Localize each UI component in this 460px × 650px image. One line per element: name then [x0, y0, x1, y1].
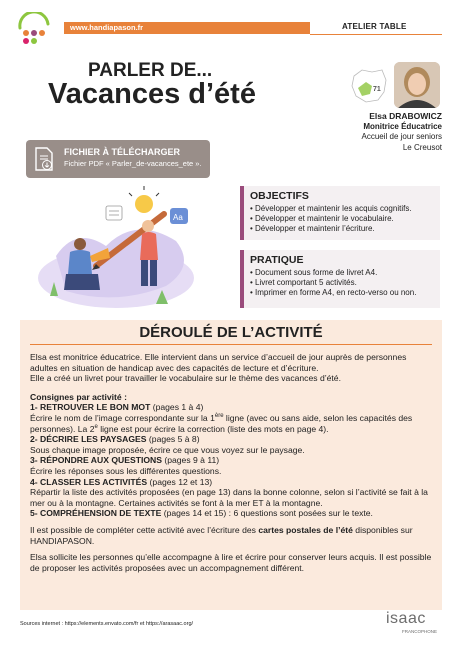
step-1-sup-a: ère	[214, 413, 224, 420]
deroule-title: DÉROULÉ DE L’ACTIVITÉ	[139, 324, 323, 341]
author-role: Monitrice Éducatrice	[363, 121, 442, 131]
author-city: Le Creusot	[402, 142, 442, 152]
step-4-text: Répartir la liste des activités proposées (en page 13) dans la bonne colonne, selon si l’activité se fait à la mer ou à la montagne. Certaines activités se font à la mer ET à la montagne.	[30, 487, 428, 508]
step-4-title: 4- CLASSER LES ACTIVITÉS	[30, 476, 148, 487]
isaac-logo: isaac	[386, 610, 426, 627]
step-1-heading	[30, 402, 432, 413]
step-2-title: 2- DÉCRIRE LES PAYSAGES	[30, 434, 147, 445]
outro-1-text-a: Il est possible de compléter cette activité avec l’écriture des	[30, 524, 259, 535]
download-label: FICHIER À TÉLÉCHARGER	[64, 147, 181, 157]
step-5-pages: (pages 14 et 15) : 6 questions sont posées sur le texte.	[163, 508, 373, 519]
download-file-icon	[32, 146, 56, 172]
consignes-heading: Consignes par activité :	[30, 391, 127, 402]
step-1-text	[30, 413, 432, 434]
pratique-title: PRATIQUE	[250, 254, 304, 266]
step-3-title: 3- RÉPONDRE AUX QUESTIONS	[30, 455, 162, 466]
svg-text:Aa: Aa	[173, 213, 183, 222]
step-3-heading	[30, 455, 432, 466]
sources-note: Sources internet : https://elements.envato.com/fr et https://arasaac.org/	[20, 621, 194, 627]
step-3-text: Écrire les réponses sous les différentes questions.	[30, 465, 222, 476]
step-1-text-c: ligne est pour écrire la correction (liste des mots en page 4).	[97, 423, 329, 434]
pratique-item: • Livret comportant 5 activités.	[250, 277, 357, 287]
step-1-pages: (pages 1 à 4)	[152, 402, 204, 413]
step-2-heading	[30, 434, 432, 445]
step-1-title: 1- RETROUVER LE BON MOT	[30, 402, 151, 413]
intro-paragraph-1: Elsa est monitrice éducatrice. Elle intervient dans un service d’accueil de jour auprès de personnes adultes en situation de handicap avec des capacités de lecture et d’écriture.	[30, 352, 407, 373]
postcards-link[interactable]: cartes postales de l’été	[258, 524, 353, 535]
outro-paragraph-1	[30, 525, 432, 546]
objectif-item: • Développer et maintenir l’écriture.	[250, 223, 375, 233]
outro-paragraph-2: Elsa sollicite les personnes qu’elle accompagne à lire et écrire pour conserver leurs acquis. Il est possible de proposer les activités proposées avec un accompagnement différent.	[30, 552, 432, 573]
website-bar	[64, 22, 310, 34]
download-button[interactable]	[26, 140, 210, 178]
download-filename: Fichier PDF « Parler_de-vacances_ete ».	[64, 159, 202, 168]
objectifs-title: OBJECTIFS	[250, 190, 309, 202]
step-1-sup-b: e	[94, 423, 98, 430]
step-4-heading	[30, 477, 432, 488]
step-1-text-a: Écrire le nom de l’image correspondante sur la 1	[30, 412, 215, 423]
title-line-2: Vacances d’été	[48, 78, 256, 110]
pratique-box	[240, 250, 440, 308]
step-5-title: 5- COMPRÉHENSION DE TEXTE	[30, 508, 162, 519]
step-1-text-b: ligne (avec ou sans aide, selon les capacités des personnes). La 2	[30, 412, 413, 434]
header-rule	[310, 34, 442, 35]
title-line-1: PARLER DE...	[88, 60, 213, 81]
handiapason-logo	[14, 12, 52, 46]
deroule-divider	[30, 344, 432, 345]
pratique-item: • Document sous forme de livret A4.	[250, 268, 378, 277]
region-map-logo	[348, 66, 390, 106]
deroule-section	[20, 320, 442, 610]
intro-paragraph-2: Elle a créé un livret pour travailler le vocabulaire sur le thème des vacances d’été.	[30, 373, 341, 384]
category-badge: ATELIER TABLE	[342, 22, 407, 31]
step-2-pages: (pages 5 à 8)	[148, 434, 200, 445]
step-5-heading	[30, 508, 432, 519]
author-place: Accueil de jour seniors	[361, 132, 442, 141]
isaac-logo-subtitle: FRANCOPHONE	[402, 629, 438, 634]
author-block	[362, 111, 442, 153]
author-photo	[394, 62, 440, 108]
website-link[interactable]: www.handiapason.fr	[70, 23, 144, 32]
step-2-text: Sous chaque image proposée, écrire ce que vous voyez sur le paysage.	[30, 444, 305, 455]
objectif-item: • Développer et maintenir les acquis cognitifs.	[250, 204, 412, 213]
region-number: 71	[373, 86, 381, 93]
step-4-pages: (pages 12 et 13)	[149, 476, 213, 487]
step-3-pages: (pages 9 à 11)	[164, 455, 220, 466]
writing-illustration	[36, 186, 202, 312]
objectif-item: • Développer et maintenir le vocabulaire.	[250, 213, 394, 223]
objectifs-box	[240, 186, 440, 240]
author-name: Elsa DRABOWICZ	[369, 111, 442, 121]
outro-1-text-c: disponibles sur HANDIAPASON.	[30, 524, 413, 546]
pratique-item: • Imprimer en forme A4, en recto-verso ou non.	[250, 287, 417, 297]
